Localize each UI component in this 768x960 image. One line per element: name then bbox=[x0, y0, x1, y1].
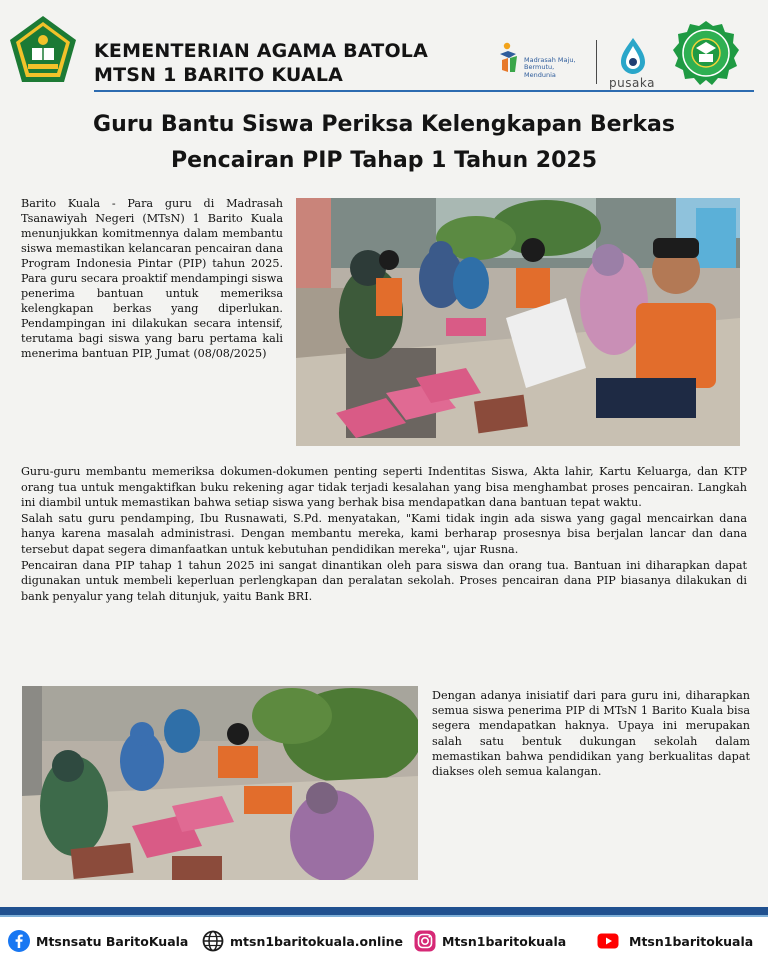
facebook-icon bbox=[8, 930, 30, 952]
title-line: Pencairan PIP Tahap 1 Tahun 2025 bbox=[170, 148, 598, 173]
madrasah-maju-icon bbox=[494, 40, 524, 76]
photo-teachers-checking-documents bbox=[296, 198, 740, 446]
slogan-line: Madrasah Maju, bbox=[524, 56, 576, 64]
youtube-handle: Mtsn1baritokuala bbox=[629, 933, 754, 949]
slogan-line: Bermutu, bbox=[524, 63, 555, 72]
intro-paragraph: Barito Kuala - Para guru di Madrasah Tsanawiyah Negeri (MTsN) 1 Barito Kuala menunjukkan komitmennya dalam membantu siswa memastikan kelancaran pencairan dana Program Indonesia Pintar (PIP) tahun 2025. Para guru secara proaktif mendampingi siswa penerima bantuan untuk memeriksa kelengkapan berkas yang diperlukan. Pendampingan ini dilakukan secara intensif, terutama bagi siswa yang baru pertama kali menerima bantuan PIP, Jumat (08/08/2025) bbox=[21, 197, 283, 360]
school-name: MTSN 1 BARITO KUALA bbox=[94, 64, 344, 86]
madrasah-slogan bbox=[524, 57, 576, 79]
instagram-icon bbox=[414, 930, 436, 952]
youtube-link[interactable] bbox=[593, 929, 753, 953]
youtube-icon bbox=[593, 930, 623, 952]
header bbox=[0, 0, 768, 96]
website-url: mtsn1baritokuala.online bbox=[230, 933, 403, 949]
footer-band bbox=[0, 907, 768, 915]
photo-illustration bbox=[296, 198, 740, 446]
body-paragraph: Guru-guru membantu memeriksa dokumen-dokumen penting seperti Indentitas Siswa, Akta lahir, Kartu Keluarga, dan KTP orang tua untuk mengaktifkan buku rekening agar tidak terjadi kesalahan yang bisa menghambat proses pencairan. Langkah ini diambil untuk memastikan bahwa setiap siswa yang berhak bisa mendapatkan dana bantuan tepat waktu. bbox=[21, 465, 747, 510]
kemenag-logo bbox=[8, 14, 78, 84]
photo-students-with-files bbox=[22, 686, 418, 880]
school-logo bbox=[671, 20, 741, 86]
photo-illustration bbox=[22, 686, 418, 880]
globe-icon bbox=[202, 930, 224, 952]
article-body bbox=[21, 464, 747, 604]
header-rule bbox=[94, 90, 754, 92]
body-paragraph: Salah satu guru pendamping, Ibu Rusnawati, S.Pd. menyatakan, "Kami tidak ingin ada siswa yang gagal mencairkan dana hanya karena masalah administrasi. Dengan membantu mereka, kami berharap prosesnya bisa berjalan lancar dan dana tersebut dapat segera dimanfaatkan untuk kebutuhan pendidikan mereka", ujar Rusna. bbox=[21, 511, 747, 556]
footer-band-accent bbox=[0, 915, 768, 917]
facebook-link[interactable] bbox=[8, 929, 188, 953]
institution-name: KEMENTERIAN AGAMA BATOLA bbox=[94, 40, 429, 62]
slogan-line: Mendunia bbox=[524, 70, 556, 79]
website-link[interactable] bbox=[202, 929, 403, 953]
instagram-link[interactable] bbox=[414, 929, 566, 953]
footer bbox=[0, 907, 768, 960]
facebook-handle: Mtsnsatu BaritoKuala bbox=[36, 933, 189, 949]
closing-paragraph: Dengan adanya inisiatif dari para guru ini, diharapkan semua siswa penerima PIP di MTsN 1 Barito Kuala bisa segera mendapatkan haknya. Upaya ini merupakan salah satu bentuk dukungan sekolah dalam memastikan bahwa pendidikan yang berkualitas dapat diakses oleh semua kalangan. bbox=[432, 689, 750, 779]
article-title bbox=[40, 107, 728, 179]
instagram-handle: Mtsn1baritokuala bbox=[442, 933, 567, 949]
pusaka-drop-icon bbox=[618, 36, 648, 76]
header-divider bbox=[596, 40, 597, 84]
body-paragraph: Pencairan dana PIP tahap 1 tahun 2025 ini sangat dinantikan oleh para siswa dan orang tua. Bantuan ini diharapkan dapat digunakan untuk membeli keperluan perlengkapan dan peralatan sekolah. Proses pencairan dana PIP biasanya dilakukan di bank penyalur yang telah ditunjuk, yaitu Bank BRI. bbox=[21, 558, 747, 603]
title-line: Guru Bantu Siswa Periksa Kelengkapan Berkas bbox=[93, 112, 675, 137]
pusaka-label: pusaka bbox=[609, 76, 655, 90]
